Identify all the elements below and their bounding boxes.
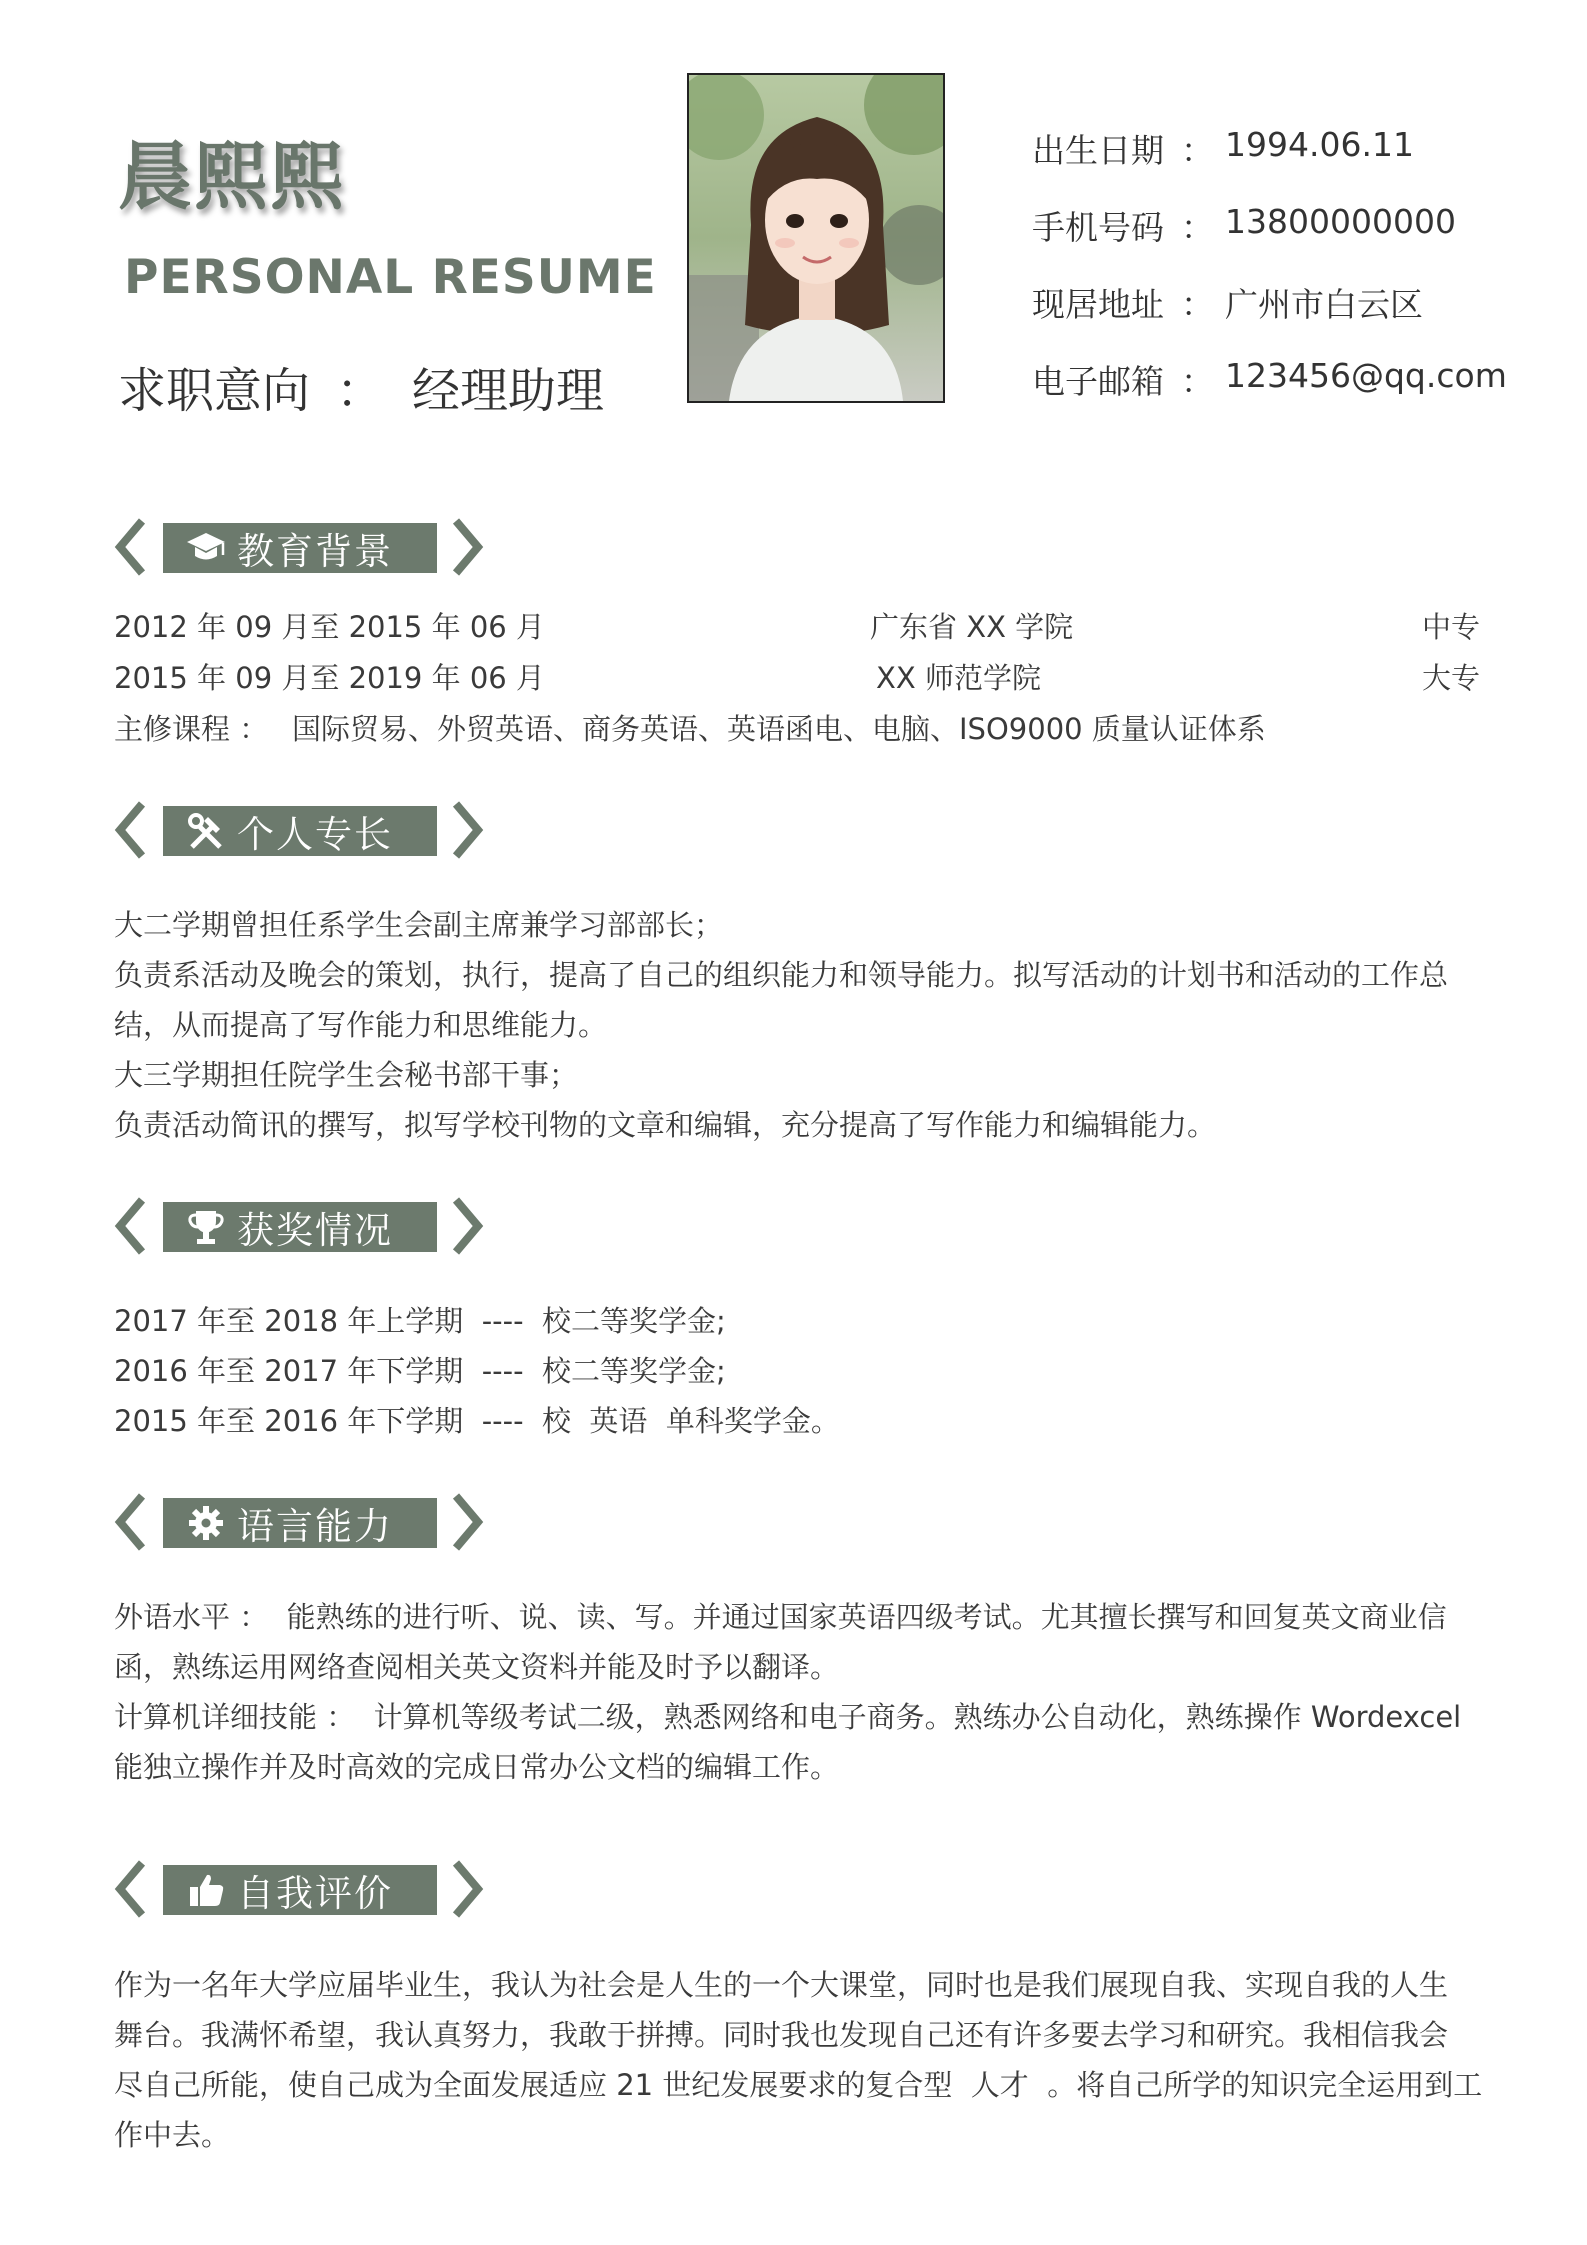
text-line: 2015 年至 2016 年下学期 ---- 校 英语 单科奖学金。 [114,1404,840,1438]
info-value: 13800000000 [1225,202,1456,241]
chevron-left-icon [114,800,146,860]
chevron-right-icon [452,1492,484,1552]
chevron-left-icon [114,1196,146,1256]
info-value: 123456@qq.com [1225,356,1507,395]
info-colon: ： [1181,208,1214,247]
text-line: 大三学期担任院学生会秘书部干事； [114,1058,579,1092]
chevron-left-icon [114,517,146,577]
education-period: 2015 年 09 月至 2019 年 06 月 [114,661,545,695]
graduation-cap-icon [181,523,231,573]
education-period: 2012 年 09 月至 2015 年 06 月 [114,610,545,644]
awards-text [114,1296,1484,1446]
intent-colon: ： [336,363,385,419]
section-title: 自我评价 [237,1872,393,1915]
section-title: 教育背景 [237,530,393,573]
info-label: 电子邮箱 [1032,362,1164,401]
chevron-right-icon [452,800,484,860]
text-line: 结，从而提高了写作能力和思维能力。 [114,1008,608,1042]
info-colon: ： [1181,362,1214,401]
chevron-left-icon [114,1492,146,1552]
education-row [114,605,1479,655]
intent-label: 求职意向 [118,363,311,419]
section-bar [163,1498,437,1548]
section-header-education [114,517,484,577]
section-header-self-evaluation [114,1859,484,1919]
education-degree: 大专 [1422,661,1481,695]
text-line: 2017 年至 2018 年上学期 ---- 校二等奖学金; [114,1304,726,1338]
education-school: 广东省 XX 学院 [870,610,1074,644]
profile-photo [687,73,945,403]
text-line: 函，熟练运用网络查阅相关英文资料并能及时予以翻译。 [114,1650,840,1684]
section-header-skills [114,800,484,860]
chevron-right-icon [452,517,484,577]
resume-title: PERSONAL RESUME [124,250,657,305]
chevron-left-icon [114,1859,146,1919]
trophy-icon [181,1202,231,1252]
section-bar [163,806,437,856]
tools-icon [181,806,231,856]
text-line: 大二学期曾担任系学生会副主席兼学习部部长； [114,908,724,942]
text-line: 尽自己所能，使自己成为全面发展适应 21 世纪发展要求的复合型 人才 。将自己所学的知识完全运用到工 [114,2068,1483,2102]
self-evaluation-text [114,1960,1484,2160]
education-row [114,656,1479,706]
contact-info [1032,125,1507,433]
text-line: 作中去。 [114,2118,231,2152]
courses-label: 主修课程 ： [114,712,269,746]
text-line: 作为一名年大学应届毕业生，我认为社会是人生的一个大课堂，同时也是我们展现自我、实现自我的人生 [114,1968,1449,2002]
info-row-email [1032,356,1507,433]
section-bar [163,1865,437,1915]
info-row-birthdate [1032,125,1507,202]
info-colon: ： [1181,285,1214,324]
info-colon: ： [1181,131,1214,170]
info-label: 出生日期 [1032,131,1164,170]
portrait-image [689,75,943,401]
chevron-right-icon [452,1196,484,1256]
text-line: 负责活动简讯的撰写，拟写学校刊物的文章和编辑，充分提高了写作能力和编辑能力。 [114,1108,1217,1142]
language-text [114,1592,1484,1792]
education-courses [114,707,1479,757]
text-line: 计算机详细技能 ： 计算机等级考试二级，熟悉网络和电子商务。熟练办公自动化，熟练操作 Wordexcel [114,1700,1462,1734]
info-label: 手机号码 [1032,208,1164,247]
education-school: XX 师范学院 [876,661,1041,695]
info-value: 1994.06.11 [1225,125,1414,164]
intent-value: 经理助理 [412,363,605,419]
info-row-address [1032,279,1507,356]
section-title: 语言能力 [237,1505,393,1548]
section-title: 个人专长 [237,813,393,856]
section-bar [163,523,437,573]
text-line: 舞台。我满怀希望，我认真努力，我敢于拼搏。同时我也发现自己还有许多要去学习和研究。我相信我会 [114,2018,1449,2052]
gear-icon [181,1498,231,1548]
education-degree: 中专 [1422,610,1481,644]
section-bar [163,1202,437,1252]
job-intent [118,352,604,421]
section-title: 获奖情况 [237,1209,393,1252]
thumbs-up-icon [181,1865,231,1915]
info-value: 广州市白云区 [1225,285,1423,324]
text-line: 能独立操作并及时高效的完成日常办公文档的编辑工作。 [114,1750,840,1784]
info-row-phone [1032,202,1507,279]
info-label: 现居地址 [1032,285,1164,324]
courses-list: 国际贸易、外贸英语、商务英语、英语函电、电脑、ISO9000 质量认证体系 [292,712,1266,746]
text-line: 外语水平 ： 能熟练的进行听、说、读、写。并通过国家英语四级考试。尤其擅长撰写和回复英文商业信 [114,1600,1447,1634]
section-header-awards [114,1196,484,1256]
text-line: 负责系活动及晚会的策划，执行，提高了自己的组织能力和领导能力。拟写活动的计划书和活动的工作总 [114,958,1449,992]
skills-text [114,900,1484,1150]
candidate-name: 晨熙熙 [118,134,346,220]
text-line: 2016 年至 2017 年下学期 ---- 校二等奖学金; [114,1354,726,1388]
chevron-right-icon [452,1859,484,1919]
section-header-language [114,1492,484,1552]
